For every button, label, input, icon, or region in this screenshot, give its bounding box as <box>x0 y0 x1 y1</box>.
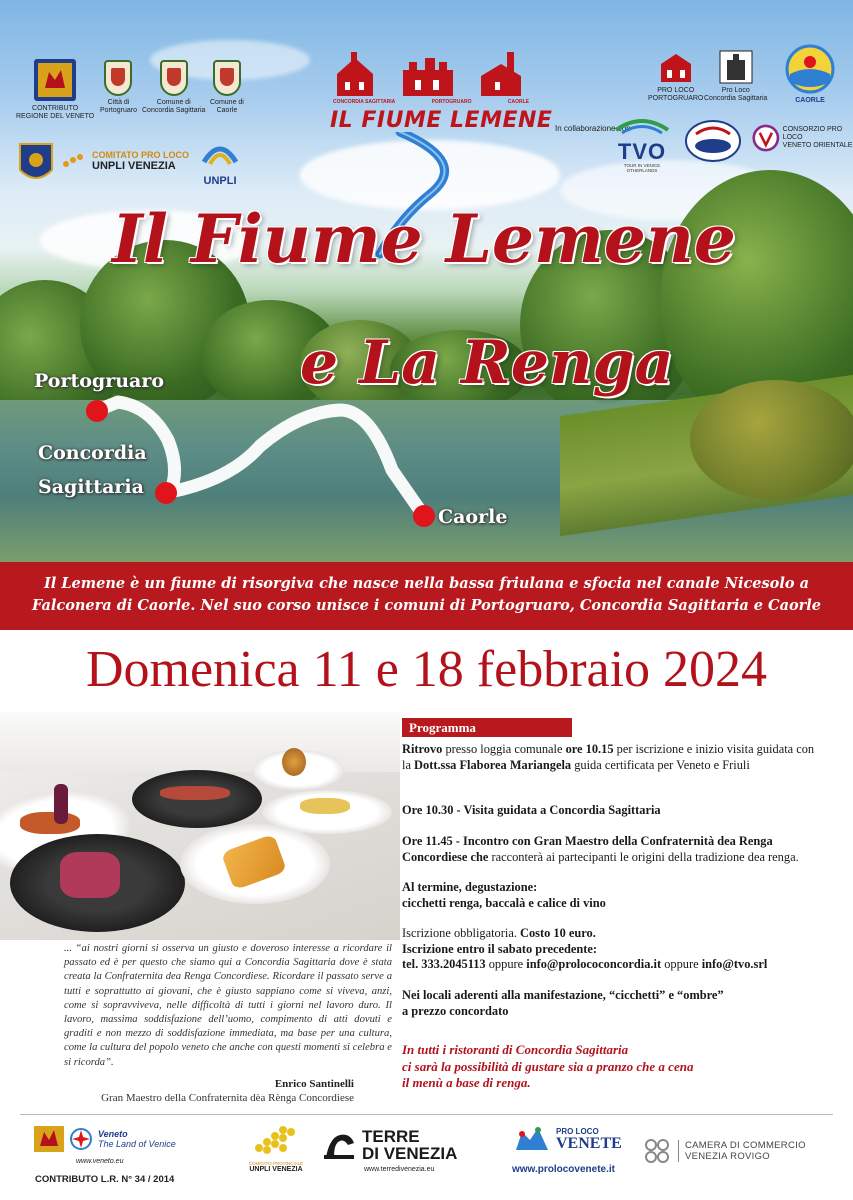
program-local-venues: Nei locali aderenti alla manifestazione, “cicchetti” e “ombre” a prezzo concordato <box>402 988 724 1018</box>
concordia-crest: Comune di Concordia Sagittaria <box>142 60 205 115</box>
contributo-law: CONTRIBUTO L.R. N° 34 / 2014 <box>35 1174 175 1185</box>
email-link-proloco[interactable]: info@prolococoncordia.it <box>526 957 662 972</box>
veneto-land-of-venice-logo: Veneto The Land of Venice <box>34 1126 176 1152</box>
footer-divider <box>20 1114 833 1115</box>
program-visit: Ore 10.30 - Visita guidata a Concordia Sagittaria <box>402 803 661 817</box>
terre-di-venezia-logo: TERRE DI VENEZIA <box>322 1128 457 1162</box>
terre-url[interactable]: www.terredivenezia.eu <box>364 1166 435 1173</box>
route-label-caorle: Caorle <box>438 506 508 528</box>
main-title-line1: Il Fiume Lemene <box>112 200 736 278</box>
intro-line-1: Il Lemene è un fiume di risorgiva che nasce nella bassa friulana e sfocia nel canale Nicesolo a <box>44 575 809 592</box>
pro-loco-portogruaro-logo: PRO LOCO PORTOGRUARO <box>648 52 703 103</box>
concordia-dot <box>155 482 177 504</box>
unpli-logo: UNPLI <box>198 140 242 187</box>
program-header: Programma <box>402 718 572 737</box>
caorle-dot <box>413 505 435 527</box>
hero-landscape <box>0 0 853 562</box>
brand-town-names: CONCORDIA SAGITTARIA PORTOGRUARO CAORLE <box>333 99 529 105</box>
quote-author: Enrico Santinelli <box>274 1078 354 1090</box>
program-meeting: Ritrovo presso loggia comunale ore 10.15 per iscrizione e inizio visita guidata con la Dott.ssa Flaborea Mariangela guida certificata per Veneto e Friuli <box>402 742 815 772</box>
portogruaro-crest: Città di Portogruaro <box>100 60 137 115</box>
veneto-url[interactable]: www.veneto.eu <box>76 1158 124 1165</box>
consorzio-pro-loco-logo: CONSORZIO PRO LOCO VENETO ORIENTALE <box>752 122 853 154</box>
intro-band <box>0 562 853 630</box>
collaboration-label: In collaborazione con <box>555 124 631 133</box>
camera-di-commercio-logo: CAMERA DI COMMERCIO VENEZIA ROVIGO <box>642 1136 806 1166</box>
quote-author-role: Gran Maestro della Confraternita dèa Rènga Concordiese <box>101 1092 354 1104</box>
quote-text: ... “ai nostri giorni si osserva un giusto e doveroso interesse a ricordare il passato ed è per questo che siamo qui a Concordia Sagittaria dove è stata creata la Confraternita dea Renga Concordiese. Ricordare il passato serve a tutti e soprattutto ai giovani, che è giusto sappiano come si viveva, anzi, come si sopravviveva, nelle difficoltà di tutti i giorni nel lavoro duro. Il lavoro, massima soddisfazione dell’uomo, compimento di atti dovuti e graditi e non mezzo di soddisfazione immediata, ma base per una cultura, come la cultura del popolo veneto che anche con questi momenti si celebra e si ricorda”. <box>64 943 392 1068</box>
tvo-logo: TVO TOUR IN VENICE OTHERLANDS <box>610 114 674 173</box>
regione-veneto-logo: CONTRIBUTO REGIONE DEL VENETO <box>16 58 94 121</box>
program-registration: Iscrizione obbligatoria. Costo 10 euro. Iscrizione entro il sabato precedente: tel. 333.2045113 oppure info@prolococoncordia.it oppure info@tvo.srl <box>402 926 768 972</box>
portogruaro-dot <box>86 400 108 422</box>
email-link-tvo[interactable]: info@tvo.srl <box>701 957 768 972</box>
program-meeting-grand-master: Ore 11.45 - Incontro con Gran Maestro della Confraternità dea Renga Concordiese che racconterà ai partecipanti le origini della tradizione dea renga. <box>402 834 799 864</box>
pro-loco-concordia-logo: Pro Loco Concordia Sagittaria <box>704 50 767 103</box>
restaurants-note: In tutti i ristoranti di Concordia Sagittaria ci sarà la possibilità di gustare sia a pranzo che a cena il menù a base di renga. <box>402 1042 694 1090</box>
main-title-line2: e La Renga <box>300 328 674 398</box>
intro-line-2: Falconera di Caorle. Nel suo corso unisce i comuni di Portogruaro, Concordia Sagittaria e Caorle <box>31 597 822 614</box>
comitato-provinciale-logo: COMITATO PROVINCIALE UNPLI VENEZIA <box>236 1122 316 1173</box>
brand-title: IL FIUME LEMENE <box>330 108 553 133</box>
pro-loco-venete-logo: PRO LOCO VENETE <box>512 1124 622 1154</box>
pro-loco-caorle-logo: CAORLE <box>784 44 836 105</box>
pro-loco-venete-url[interactable]: www.prolocovenete.it <box>512 1164 615 1175</box>
route-label-concordia: Concordia <box>38 442 147 464</box>
event-date: Domenica 11 e 18 febbraio 2024 <box>85 641 768 698</box>
comitato-pro-loco-logo: COMITATO PRO LOCO UNPLI VENEZIA <box>62 150 189 172</box>
program-tasting: Al termine, degustazione: cicchetti renga, baccalà e calice di vino <box>402 880 606 910</box>
caorle-crest: Comune di Caorle <box>210 60 244 115</box>
route-label-portogruaro: Portogruaro <box>34 370 165 392</box>
food-photo <box>0 712 400 940</box>
route-label-sagittaria: Sagittaria <box>38 476 144 498</box>
